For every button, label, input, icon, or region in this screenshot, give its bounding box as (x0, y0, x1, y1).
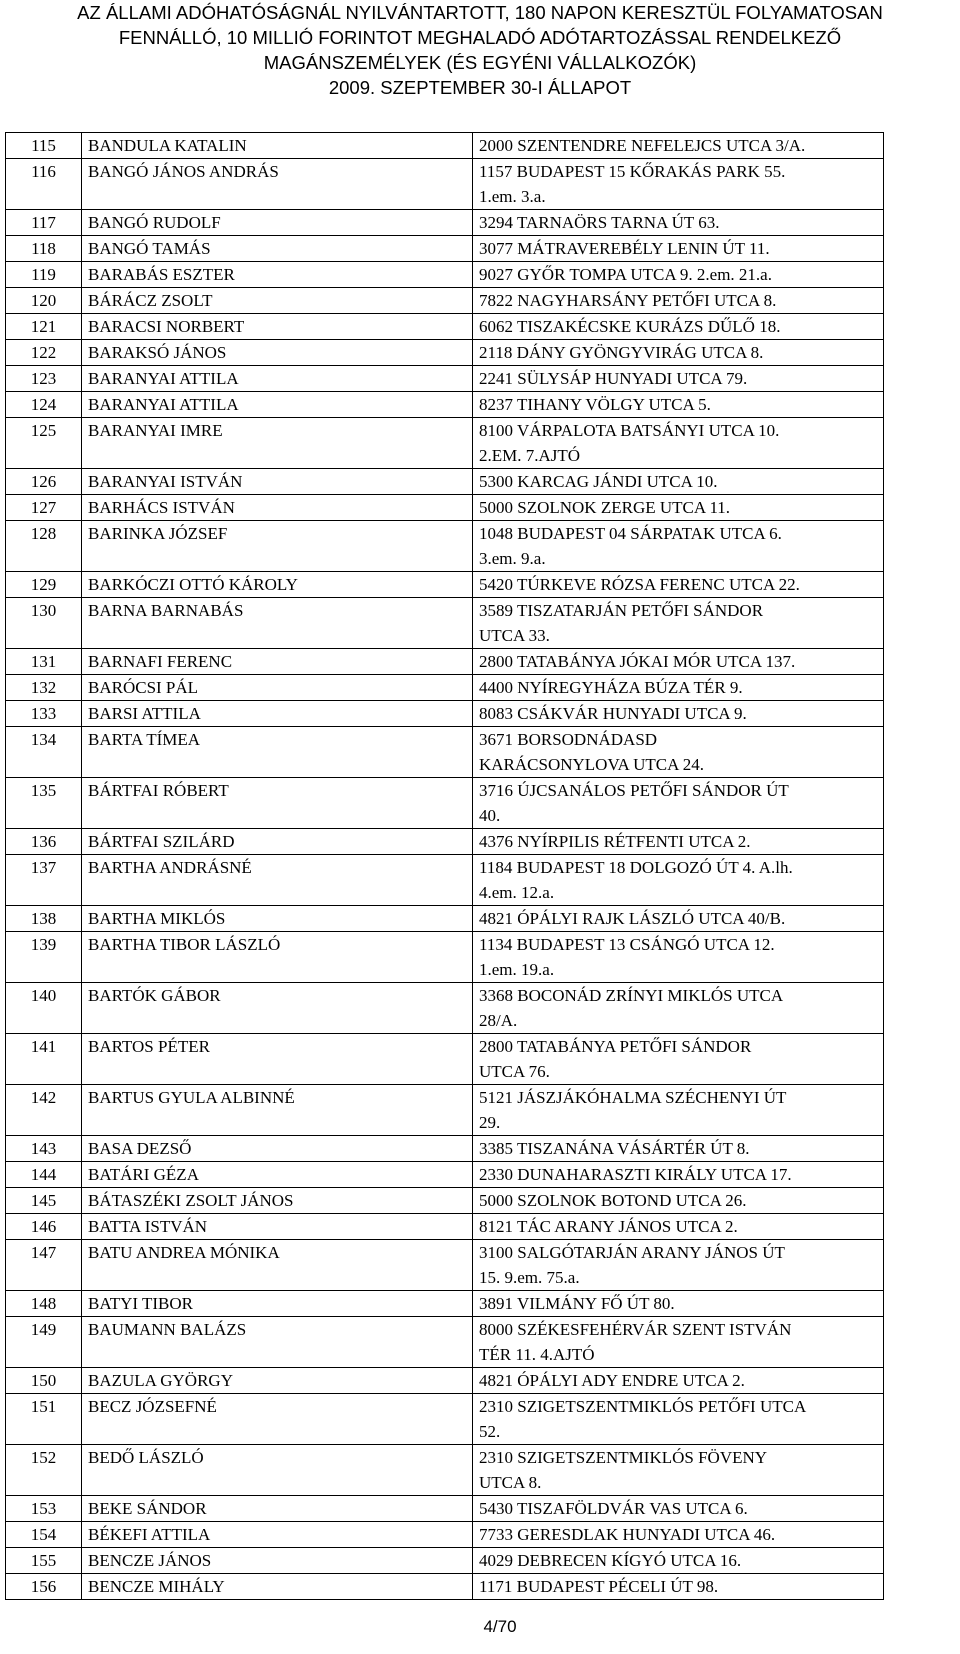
table-row (6, 159, 884, 210)
row-number: 117 (6, 210, 82, 236)
taxpayer-address (473, 649, 884, 675)
taxpayer-address (473, 1574, 884, 1600)
address-line: 52. (479, 1422, 501, 1441)
table-row (6, 1188, 884, 1214)
taxpayer-name: BARTHA ANDRÁSNÉ (82, 855, 473, 906)
taxpayer-name: BECZ JÓZSEFNÉ (82, 1394, 473, 1445)
taxpayer-address (473, 1136, 884, 1162)
address-line: 2.EM. 7.AJTÓ (479, 446, 581, 465)
taxpayer-name: BÁRTFAI SZILÁRD (82, 829, 473, 855)
table-row (6, 392, 884, 418)
table-row (6, 340, 884, 366)
taxpayer-name: BARAKSÓ JÁNOS (82, 340, 473, 366)
table-row (6, 1317, 884, 1368)
address-line: 4821 ÓPÁLYI ADY ENDRE UTCA 2. (479, 1371, 745, 1390)
taxpayer-name: BARINKA JÓZSEF (82, 521, 473, 572)
address-line: 5000 SZOLNOK BOTOND UTCA 26. (479, 1191, 747, 1210)
table-row (6, 598, 884, 649)
row-number: 153 (6, 1496, 82, 1522)
table-row (6, 1162, 884, 1188)
row-number: 150 (6, 1368, 82, 1394)
taxpayer-name: BARTÓK GÁBOR (82, 983, 473, 1034)
taxpayer-address (473, 210, 884, 236)
table-row (6, 262, 884, 288)
table-row (6, 1034, 884, 1085)
table-row (6, 133, 884, 159)
taxpayer-address (473, 983, 884, 1034)
address-line: 2118 DÁNY GYÖNGYVIRÁG UTCA 8. (479, 343, 764, 362)
header-line: AZ ÁLLAMI ADÓHATÓSÁGNÁL NYILVÁNTARTOTT, 180 NAPON KERESZTÜL FOLYAMATOSAN (77, 2, 883, 23)
taxpayer-address (473, 932, 884, 983)
address-line: 3368 BOCONÁD ZRÍNYI MIKLÓS UTCA (479, 986, 784, 1005)
table-row (6, 727, 884, 778)
taxpayer-address (473, 262, 884, 288)
row-number: 156 (6, 1574, 82, 1600)
row-number: 144 (6, 1162, 82, 1188)
row-number: 125 (6, 418, 82, 469)
taxpayer-name: BEDŐ LÁSZLÓ (82, 1445, 473, 1496)
table-row (6, 1394, 884, 1445)
row-number: 141 (6, 1034, 82, 1085)
taxpayer-name: BATYI TIBOR (82, 1291, 473, 1317)
row-number: 123 (6, 366, 82, 392)
taxpayer-address (473, 1085, 884, 1136)
address-line: TÉR 11. 4.AJTÓ (479, 1345, 595, 1364)
table-row (6, 521, 884, 572)
address-line: 1171 BUDAPEST PÉCELI ÚT 98. (479, 1577, 719, 1596)
row-number: 133 (6, 701, 82, 727)
address-line: 1.em. 19.a. (479, 960, 555, 979)
taxpayer-name: BEKE SÁNDOR (82, 1496, 473, 1522)
taxpayer-name: BARTOS PÉTER (82, 1034, 473, 1085)
page-number: 4/70 (483, 1617, 517, 1636)
row-number: 149 (6, 1317, 82, 1368)
taxpayer-address (473, 418, 884, 469)
address-line: 2330 DUNAHARASZTI KIRÁLY UTCA 17. (479, 1165, 792, 1184)
address-line: UTCA 76. (479, 1062, 550, 1081)
taxpayer-address (473, 340, 884, 366)
table-row (6, 210, 884, 236)
table-row (6, 1522, 884, 1548)
row-number: 120 (6, 288, 82, 314)
address-line: 2310 SZIGETSZENTMIKLÓS FÖVENY (479, 1448, 768, 1467)
row-number: 136 (6, 829, 82, 855)
row-number: 148 (6, 1291, 82, 1317)
taxpayer-address (473, 1496, 884, 1522)
taxpayer-name: BARKÓCZI OTTÓ KÁROLY (82, 572, 473, 598)
taxpayer-name: BARTHA MIKLÓS (82, 906, 473, 932)
taxpayer-name: BARANYAI IMRE (82, 418, 473, 469)
table-row (6, 1214, 884, 1240)
address-line: 8237 TIHANY VÖLGY UTCA 5. (479, 395, 711, 414)
taxpayer-name: BANGÓ JÁNOS ANDRÁS (82, 159, 473, 210)
table-row (6, 1291, 884, 1317)
address-line: 7733 GERESDLAK HUNYADI UTCA 46. (479, 1525, 776, 1544)
row-number: 139 (6, 932, 82, 983)
table-row (6, 778, 884, 829)
header-line: FENNÁLLÓ, 10 MILLIÓ FORINTOT MEGHALADÓ ADÓTARTOZÁSSAL RENDELKEZŐ (118, 27, 842, 48)
address-line: 8121 TÁC ARANY JÁNOS UTCA 2. (479, 1217, 738, 1236)
address-line: 28/A. (479, 1011, 518, 1030)
table-row (6, 829, 884, 855)
row-number: 143 (6, 1136, 82, 1162)
taxpayer-name: BARANYAI ISTVÁN (82, 469, 473, 495)
taxpayer-name: BARTA TÍMEA (82, 727, 473, 778)
row-number: 132 (6, 675, 82, 701)
row-number: 121 (6, 314, 82, 340)
row-number: 128 (6, 521, 82, 572)
taxpayer-address (473, 1214, 884, 1240)
row-number: 138 (6, 906, 82, 932)
table-row (6, 495, 884, 521)
taxpayer-name: BAUMANN BALÁZS (82, 1317, 473, 1368)
taxpayer-address (473, 314, 884, 340)
address-line: 5121 JÁSZJÁKÓHALMA SZÉCHENYI ÚT (479, 1088, 787, 1107)
address-line: 3589 TISZATARJÁN PETŐFI SÁNDOR (479, 601, 764, 620)
taxpayer-name: BARNAFI FERENC (82, 649, 473, 675)
address-line: 4821 ÓPÁLYI RAJK LÁSZLÓ UTCA 40/B. (479, 909, 786, 928)
taxpayer-name: BARSI ATTILA (82, 701, 473, 727)
row-number: 131 (6, 649, 82, 675)
row-number: 155 (6, 1548, 82, 1574)
row-number: 142 (6, 1085, 82, 1136)
table-row (6, 1085, 884, 1136)
table-row (6, 572, 884, 598)
address-line: 4.em. 12.a. (479, 883, 555, 902)
table-row (6, 469, 884, 495)
row-number: 130 (6, 598, 82, 649)
taxpayer-address (473, 133, 884, 159)
taxpayer-address (473, 906, 884, 932)
taxpayer-name: BARTHA TIBOR LÁSZLÓ (82, 932, 473, 983)
address-line: 4029 DEBRECEN KÍGYÓ UTCA 16. (479, 1551, 742, 1570)
address-line: 8083 CSÁKVÁR HUNYADI UTCA 9. (479, 704, 747, 723)
row-number: 134 (6, 727, 82, 778)
address-line: 2241 SÜLYSÁP HUNYADI UTCA 79. (479, 369, 748, 388)
row-number: 118 (6, 236, 82, 262)
taxpayer-address (473, 1162, 884, 1188)
taxpayer-address (473, 1522, 884, 1548)
address-line: 1184 BUDAPEST 18 DOLGOZÓ ÚT 4. A.lh. (479, 858, 793, 877)
taxpayer-address (473, 159, 884, 210)
row-number: 145 (6, 1188, 82, 1214)
taxpayer-address (473, 701, 884, 727)
address-line: 3077 MÁTRAVEREBÉLY LENIN ÚT 11. (479, 239, 770, 258)
row-number: 126 (6, 469, 82, 495)
taxpayer-table (5, 132, 884, 1600)
table-row (6, 932, 884, 983)
table-row (6, 1136, 884, 1162)
address-line: 5000 SZOLNOK ZERGE UTCA 11. (479, 498, 731, 517)
taxpayer-address (473, 1548, 884, 1574)
taxpayer-name: BATU ANDREA MÓNIKA (82, 1240, 473, 1291)
table-body (6, 133, 884, 1600)
table-row (6, 701, 884, 727)
address-line: 4400 NYÍREGYHÁZA BÚZA TÉR 9. (479, 678, 743, 697)
address-line: 40. (479, 806, 501, 825)
row-number: 116 (6, 159, 82, 210)
taxpayer-address (473, 469, 884, 495)
address-line: 15. 9.em. 75.a. (479, 1268, 580, 1287)
address-line: 5420 TÚRKEVE RÓZSA FERENC UTCA 22. (479, 575, 800, 594)
address-line: 2000 SZENTENDRE NEFELEJCS UTCA 3/A. (479, 136, 806, 155)
table-row (6, 418, 884, 469)
taxpayer-name: BARHÁCS ISTVÁN (82, 495, 473, 521)
row-number: 129 (6, 572, 82, 598)
address-line: 1048 BUDAPEST 04 SÁRPATAK UTCA 6. (479, 524, 782, 543)
address-line: 2800 TATABÁNYA PETŐFI SÁNDOR (479, 1037, 752, 1056)
taxpayer-address (473, 727, 884, 778)
taxpayer-address (473, 1317, 884, 1368)
taxpayer-address (473, 1240, 884, 1291)
address-line: 3100 SALGÓTARJÁN ARANY JÁNOS ÚT (479, 1243, 785, 1262)
taxpayer-name: BÁRTFAI RÓBERT (82, 778, 473, 829)
taxpayer-address (473, 1291, 884, 1317)
address-line: 3716 ÚJCSANÁLOS PETŐFI SÁNDOR ÚT (479, 781, 789, 800)
table-row (6, 649, 884, 675)
address-line: 1157 BUDAPEST 15 KŐRAKÁS PARK 55. (479, 162, 786, 181)
taxpayer-address (473, 1188, 884, 1214)
taxpayer-name: BÉKEFI ATTILA (82, 1522, 473, 1548)
header-line: 2009. SZEPTEMBER 30-I ÁLLAPOT (328, 77, 632, 98)
address-line: 4376 NYÍRPILIS RÉTFENTI UTCA 2. (479, 832, 751, 851)
address-line: 8100 VÁRPALOTA BATSÁNYI UTCA 10. (479, 421, 780, 440)
address-line: 5300 KARCAG JÁNDI UTCA 10. (479, 472, 718, 491)
table-row (6, 855, 884, 906)
address-line: 3385 TISZANÁNA VÁSÁRTÉR ÚT 8. (479, 1139, 750, 1158)
taxpayer-name: BARABÁS ESZTER (82, 262, 473, 288)
taxpayer-name: BASA DEZSŐ (82, 1136, 473, 1162)
taxpayer-address (473, 1368, 884, 1394)
row-number: 124 (6, 392, 82, 418)
address-line: UTCA 33. (479, 626, 550, 645)
taxpayer-name: BANGÓ RUDOLF (82, 210, 473, 236)
table-row (6, 1368, 884, 1394)
taxpayer-address (473, 675, 884, 701)
row-number: 151 (6, 1394, 82, 1445)
taxpayer-name: BÁTASZÉKI ZSOLT JÁNOS (82, 1188, 473, 1214)
taxpayer-name: BARTUS GYULA ALBINNÉ (82, 1085, 473, 1136)
table-row (6, 906, 884, 932)
row-number: 140 (6, 983, 82, 1034)
taxpayer-address (473, 598, 884, 649)
row-number: 122 (6, 340, 82, 366)
taxpayer-name: BARANYAI ATTILA (82, 366, 473, 392)
taxpayer-address (473, 521, 884, 572)
taxpayer-name: BATÁRI GÉZA (82, 1162, 473, 1188)
taxpayer-address (473, 236, 884, 262)
address-line: KARÁCSONYLOVA UTCA 24. (479, 755, 704, 774)
taxpayer-address (473, 855, 884, 906)
table-row (6, 366, 884, 392)
table-row (6, 983, 884, 1034)
taxpayer-name: BANGÓ TAMÁS (82, 236, 473, 262)
taxpayer-name: BENCZE MIHÁLY (82, 1574, 473, 1600)
address-line: 7822 NAGYHARSÁNY PETŐFI UTCA 8. (479, 291, 777, 310)
table-row (6, 675, 884, 701)
table-row (6, 1574, 884, 1600)
row-number: 137 (6, 855, 82, 906)
table-row (6, 1445, 884, 1496)
taxpayer-address (473, 495, 884, 521)
taxpayer-address (473, 829, 884, 855)
taxpayer-name: BENCZE JÁNOS (82, 1548, 473, 1574)
table-row (6, 288, 884, 314)
address-line: 1.em. 3.a. (479, 187, 546, 206)
row-number: 154 (6, 1522, 82, 1548)
address-line: 29. (479, 1113, 501, 1132)
taxpayer-name: BARANYAI ATTILA (82, 392, 473, 418)
address-line: UTCA 8. (479, 1473, 542, 1492)
taxpayer-address (473, 1445, 884, 1496)
address-line: 9027 GYŐR TOMPA UTCA 9. 2.em. 21.a. (479, 265, 772, 284)
taxpayer-address (473, 366, 884, 392)
row-number: 147 (6, 1240, 82, 1291)
address-line: 3294 TARNAÖRS TARNA ÚT 63. (479, 213, 720, 232)
row-number: 135 (6, 778, 82, 829)
taxpayer-address (473, 1034, 884, 1085)
table-row (6, 1496, 884, 1522)
taxpayer-name: BARNA BARNABÁS (82, 598, 473, 649)
address-line: 3671 BORSODNÁDASD (479, 730, 658, 749)
address-line: 3891 VILMÁNY FŐ ÚT 80. (479, 1294, 675, 1313)
row-number: 119 (6, 262, 82, 288)
taxpayer-address (473, 1394, 884, 1445)
table-row (6, 236, 884, 262)
taxpayer-address (473, 392, 884, 418)
taxpayer-name: BÁRÁCZ ZSOLT (82, 288, 473, 314)
document-header (0, 0, 960, 100)
taxpayer-name: BARÓCSI PÁL (82, 675, 473, 701)
table-row (6, 1548, 884, 1574)
address-line: 3.em. 9.a. (479, 549, 546, 568)
row-number: 115 (6, 133, 82, 159)
taxpayer-address (473, 572, 884, 598)
taxpayer-name: BATTA ISTVÁN (82, 1214, 473, 1240)
header-line: MAGÁNSZEMÉLYEK (ÉS EGYÉNI VÁLLALKOZÓK) (263, 52, 697, 73)
table-row (6, 314, 884, 340)
taxpayer-name: BANDULA KATALIN (82, 133, 473, 159)
taxpayer-name: BAZULA GYÖRGY (82, 1368, 473, 1394)
address-line: 2310 SZIGETSZENTMIKLÓS PETŐFI UTCA (479, 1397, 807, 1416)
row-number: 152 (6, 1445, 82, 1496)
row-number: 127 (6, 495, 82, 521)
table-row (6, 1240, 884, 1291)
taxpayer-name: BARACSI NORBERT (82, 314, 473, 340)
address-line: 1134 BUDAPEST 13 CSÁNGÓ UTCA 12. (479, 935, 775, 954)
address-line: 2800 TATABÁNYA JÓKAI MÓR UTCA 137. (479, 652, 796, 671)
taxpayer-address (473, 288, 884, 314)
address-line: 8000 SZÉKESFEHÉRVÁR SZENT ISTVÁN (479, 1320, 792, 1339)
row-number: 146 (6, 1214, 82, 1240)
address-line: 6062 TISZAKÉCSKE KURÁZS DŰLŐ 18. (479, 317, 781, 336)
taxpayer-address (473, 778, 884, 829)
address-line: 5430 TISZAFÖLDVÁR VAS UTCA 6. (479, 1499, 748, 1518)
